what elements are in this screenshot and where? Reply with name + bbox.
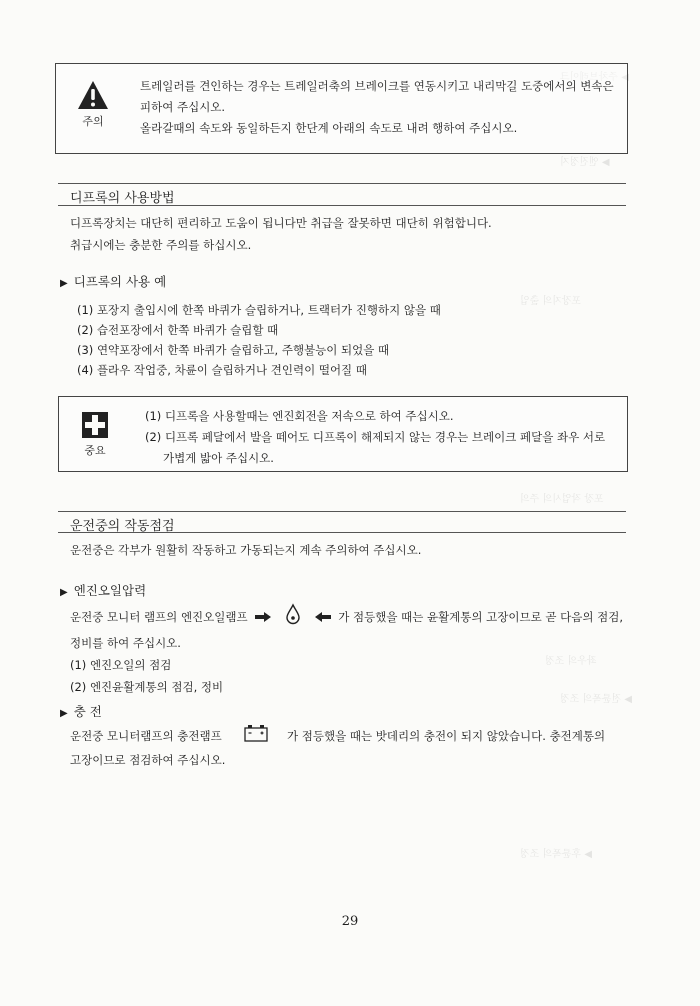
oil-text-after: 가 점등했을 때는 윤활계통의 고장이므로 곧 다음의 점검, (338, 610, 623, 624)
warning-box (55, 63, 628, 154)
charging-title: 충 전 (73, 704, 102, 719)
charge-text-before: 운전중 모니터램프의 충전램프 (70, 729, 222, 743)
warning-triangle-icon (77, 80, 109, 110)
warning-line: 올라갈때의 속도와 동일하든지 한단계 아래의 속도로 내려 행하여 주십시오. (140, 121, 518, 135)
charging-heading (60, 702, 102, 720)
diff-lock-intro (70, 212, 630, 256)
page-number: 29 (341, 914, 359, 929)
list-item: (1) 포장지 출입시에 한쪽 바퀴가 슬립하거나, 트랙터가 진행하지 않을 때 (77, 303, 441, 317)
bleed-through: ▶ 주차브레이크 (560, 72, 629, 83)
bleed-through: 좌우의 조정 (545, 656, 597, 667)
important-label: 중요 (84, 444, 106, 457)
warning-icon-group (70, 80, 116, 129)
section-rule-top (58, 183, 626, 184)
section-rule-bottom (58, 205, 626, 206)
examples-heading (60, 272, 166, 290)
warning-label: 주의 (82, 115, 104, 128)
important-item: (2) 디프록 페달에서 발을 떼어도 디프록이 해제되지 않는 경우는 브레이크 페달을 좌우 서로 (145, 430, 606, 444)
examples-title: 디프록의 사용 예 (73, 274, 167, 289)
operation-check-intro: 운전중은 각부가 원활히 작동하고 가동되는지 계속 주의하여 주십시오. (70, 543, 422, 557)
bleed-through: ▶ 엔진정지 (560, 157, 610, 168)
list-item: (1) 엔진오일의 점검 (70, 658, 172, 672)
important-icon-group (73, 411, 117, 458)
operation-check-title: 운전중의 작동점검 (70, 519, 175, 534)
engine-oil-lamp-icon (283, 603, 303, 632)
oil-pressure-title: 엔진오일압력 (73, 583, 147, 598)
warning-text (140, 76, 614, 139)
diff-lock-title: 디프록의 사용방법 (70, 191, 175, 206)
arrow-left-icon (315, 607, 331, 629)
oil-line-1 (70, 603, 640, 632)
oil-pressure-text (70, 603, 640, 698)
oil-text-before: 운전중 모니터 램프의 엔진오일램프 (70, 610, 248, 624)
list-item: (4) 플라우 작업중, 차륜이 슬립하거나 견인력이 떨어질 때 (77, 363, 367, 377)
charging-text (70, 724, 640, 771)
battery-charge-lamp-icon (243, 724, 269, 749)
warning-line: 트레일러를 견인하는 경우는 트레일러축의 브레이크를 연동시키고 내리막길 도중에서의 변속은 (140, 79, 614, 93)
examples-list (77, 300, 441, 380)
bleed-through: ▶ 전륜폭의 조정 (560, 694, 633, 705)
important-icon (81, 411, 109, 439)
bleed-through: 포장 작업시의 주의 (520, 494, 604, 505)
important-box (58, 396, 628, 472)
important-item: (1) 디프록을 사용할때는 엔진회전을 저속으로 하여 주십시오. (145, 409, 454, 423)
list-item: (2) 습전포장에서 한쪽 바퀴가 슬립할 때 (77, 323, 279, 337)
important-text (145, 406, 620, 469)
paragraph-line: 디프록장치는 대단히 편리하고 도움이 됩니다만 취급을 잘못하면 대단히 위험합니다. (70, 216, 492, 230)
triangle-bullet-icon: ▶ (60, 708, 68, 719)
bleed-through: ▶ 후륜폭의 조정 (520, 849, 593, 860)
list-item: (2) 엔진윤활계통의 점검, 정비 (70, 680, 224, 694)
triangle-bullet-icon: ▶ (60, 278, 68, 289)
warning-line: 피하여 주십시오. (140, 100, 226, 114)
section-rule-bottom (58, 532, 626, 533)
list-item: (3) 연약포장에서 한쪽 바퀴가 슬립하고, 주행불능이 되었을 때 (77, 343, 390, 357)
charge-line-1 (70, 724, 640, 749)
charge-line-2: 고장이므로 점검하여 주십시오. (70, 753, 226, 767)
arrow-right-icon (255, 607, 271, 629)
important-item: 가볍게 밟아 주십시오. (163, 451, 274, 465)
bleed-through: 포장지의 출입 (520, 296, 582, 307)
section-rule-top (58, 511, 626, 512)
oil-line-2: 정비를 하여 주십시오. (70, 636, 181, 650)
paragraph-line: 취급시에는 충분한 주의를 하십시오. (70, 238, 252, 252)
triangle-bullet-icon: ▶ (60, 587, 68, 598)
oil-pressure-heading (60, 581, 146, 599)
charge-text-after: 가 점등했을 때는 밧데리의 충전이 되지 않았습니다. 충전계통의 (287, 729, 606, 743)
